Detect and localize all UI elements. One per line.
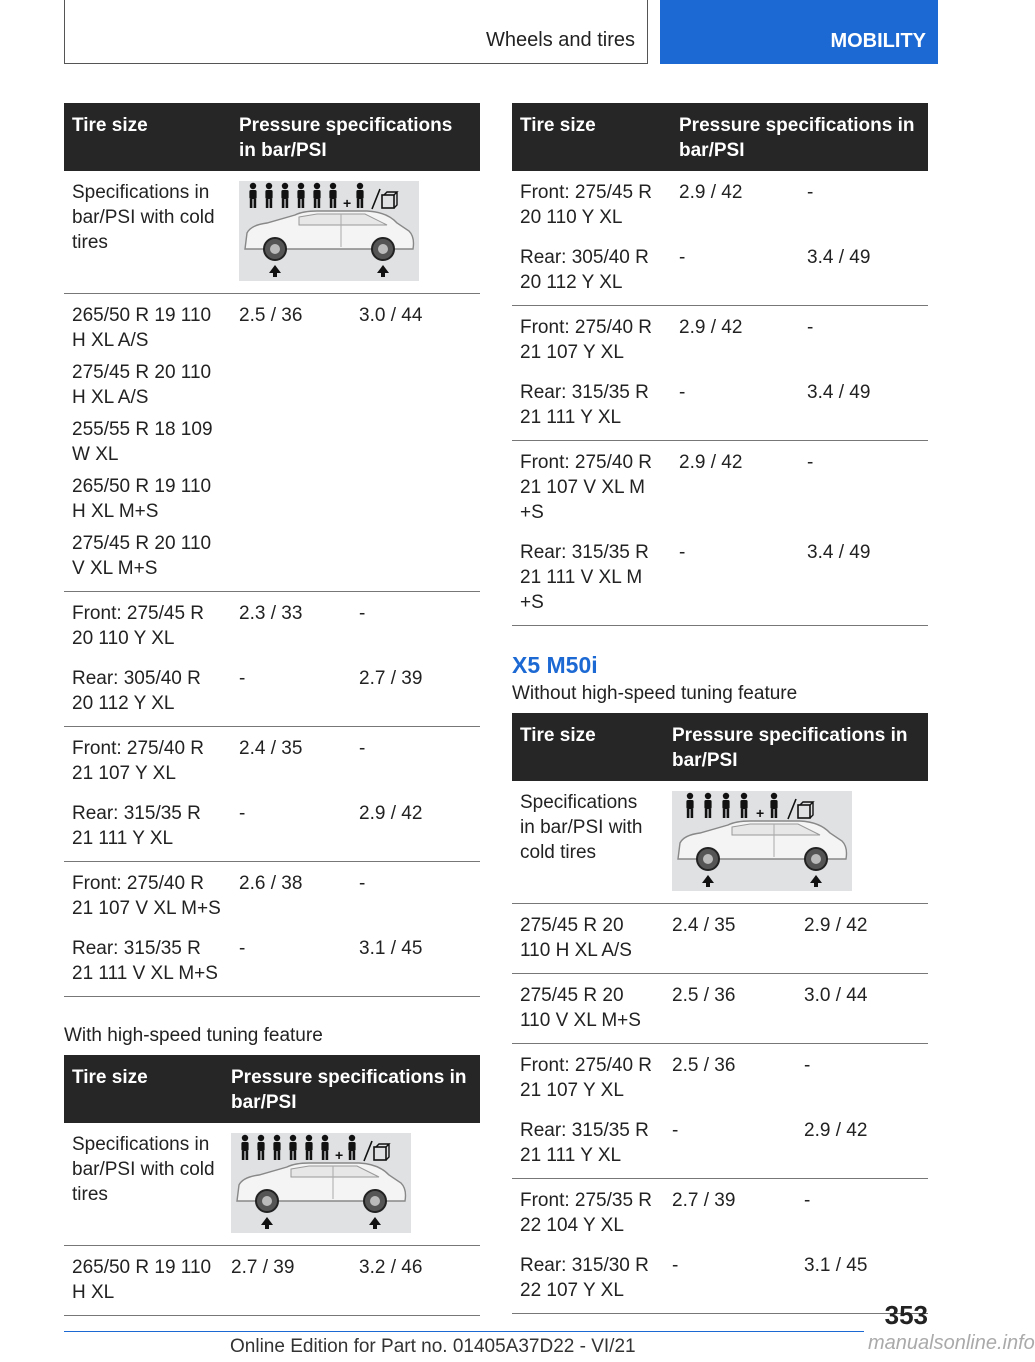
pressure-front: 2.5 / 36 <box>664 974 796 1044</box>
cold-tires-label: Specifications in bar/PSI with cold tires <box>64 1123 223 1246</box>
cold-tires-label: Specifications in bar/PSI with cold tires <box>512 781 664 904</box>
pressure-dash: - <box>671 369 799 441</box>
col-header-pressure: Pressure specifications in bar/PSI <box>671 103 928 171</box>
load-diagram-image <box>672 791 852 891</box>
pressure-rear: 3.0 / 44 <box>351 294 480 592</box>
tire-size-front: Front: 275/40 R 21 107 V XL M+S <box>72 873 221 919</box>
pressure-dash: - <box>231 790 351 862</box>
car-icon <box>245 211 414 277</box>
edition-note: Online Edition for Part no. 01405A37D22 - VI/21 <box>230 1336 636 1357</box>
svg-text:+: + <box>343 195 352 211</box>
pressure-front: 2.3 / 33 <box>239 603 303 624</box>
col-header-tire-size: Tire size <box>512 103 671 171</box>
pressure-front: 2.6 / 38 <box>239 873 303 894</box>
pressure-rear: 3.2 / 46 <box>351 1246 480 1316</box>
tire-size-rear: Rear: 315/35 R 21 111 V XL M+S <box>64 925 231 997</box>
car-icon <box>678 821 847 887</box>
pressure-rear: 2.7 / 39 <box>351 655 480 727</box>
svg-text:+: + <box>756 805 765 821</box>
tire-size: 265/50 R 19 110 H XL <box>64 1246 223 1316</box>
person-icon <box>686 793 747 818</box>
chapter-tab[interactable]: MOBILITY <box>660 0 938 64</box>
pressure-dash: - <box>804 1190 811 1211</box>
pressure-table-m50i <box>512 713 928 1314</box>
tire-size-rear: Rear: 315/35 R 21 111 Y XL <box>512 369 671 441</box>
pressure-front: 2.5 / 36 <box>672 1055 736 1076</box>
pressure-dash: - <box>359 873 366 894</box>
model-subheading: Without high-speed tuning feature <box>512 683 798 704</box>
pressure-dash: - <box>807 452 814 473</box>
section-title: Wheels and tires <box>486 29 635 51</box>
pressure-front: 2.4 / 35 <box>664 904 796 974</box>
pressure-rear: 3.4 / 49 <box>799 369 928 441</box>
col-header-tire-size: Tire size <box>64 1055 223 1123</box>
cold-tires-label: Specifications in bar/PSI with cold tires <box>64 171 231 294</box>
model-heading: X5 M50i <box>512 652 598 678</box>
left-column <box>64 103 480 1316</box>
pressure-front: 2.7 / 39 <box>672 1190 736 1211</box>
pressure-front: 2.4 / 35 <box>239 738 303 759</box>
pressure-dash: - <box>231 655 351 727</box>
tire-size-rear: Rear: 315/30 R 22 107 Y XL <box>512 1242 664 1314</box>
pressure-dash: - <box>664 1107 796 1179</box>
pressure-rear: 2.9 / 42 <box>351 790 480 862</box>
tire-size-rear: Rear: 305/40 R 20 112 Y XL <box>64 655 231 727</box>
tire-size-front: Front: 275/40 R 21 107 Y XL <box>520 1055 653 1101</box>
pressure-dash: - <box>807 317 814 338</box>
tire-size-rear: Rear: 315/35 R 21 111 Y XL <box>512 1107 664 1179</box>
col-header-pressure: Pressure specifications in bar/PSI <box>231 103 480 171</box>
tire-size-front: Front: 275/35 R 22 104 Y XL <box>520 1190 653 1236</box>
tire-size-front: Front: 275/45 R 20 110 Y XL <box>520 182 653 228</box>
pressure-rear: 3.1 / 45 <box>796 1242 928 1314</box>
pressure-rear: 3.1 / 45 <box>351 925 480 997</box>
page-number: 353 <box>884 1300 928 1330</box>
person-icon <box>241 1135 328 1160</box>
pressure-dash: - <box>664 1242 796 1314</box>
tire-size-front: Front: 275/40 R 21 107 Y XL <box>72 738 205 784</box>
person-icon <box>249 183 336 208</box>
pressure-dash: - <box>359 603 366 624</box>
car-icon <box>237 1163 406 1229</box>
tire-size-rear: Rear: 305/40 R 20 112 Y XL <box>512 234 671 306</box>
tire-size-list: 265/50 R 19 110 H XL A/S 275/45 R 20 110 H XL A/S 255/55 R 18 109 W XL 265/50 R 19 110 H XL M+S 275/45 R 20 110 V XL M+S <box>64 294 231 592</box>
tire-size: 275/45 R 20 110 H XL A/S <box>512 904 664 974</box>
pressure-front: 2.5 / 36 <box>231 294 351 592</box>
pressure-rear: 3.0 / 44 <box>796 974 928 1044</box>
col-header-pressure: Pressure specifications in bar/PSI <box>664 713 928 781</box>
pressure-dash: - <box>807 182 814 203</box>
tire-size: 275/45 R 20 110 V XL M+S <box>512 974 664 1044</box>
tire-size-front: Front: 275/40 R 21 107 Y XL <box>520 317 653 363</box>
pressure-front: 2.7 / 39 <box>223 1246 351 1316</box>
pressure-table-high-speed <box>64 1055 480 1316</box>
col-header-tire-size: Tire size <box>512 713 664 781</box>
right-column <box>512 103 928 1314</box>
pressure-table-standard <box>64 103 480 997</box>
pressure-dash: - <box>671 529 799 626</box>
tire-size-rear: Rear: 315/35 R 21 111 Y XL <box>64 790 231 862</box>
pressure-front: 2.9 / 42 <box>679 452 743 473</box>
pressure-dash: - <box>359 738 366 759</box>
pressure-table-high-speed-cont <box>512 103 928 626</box>
section-subheading: With high-speed tuning feature <box>64 1025 323 1046</box>
footer-divider <box>64 1331 864 1332</box>
pressure-dash: - <box>804 1055 811 1076</box>
pressure-dash: - <box>231 925 351 997</box>
pressure-rear: 3.4 / 49 <box>799 529 928 626</box>
watermark-brand: manualsonline.info <box>868 1332 1035 1354</box>
pressure-front: 2.9 / 42 <box>679 317 743 338</box>
pressure-rear: 2.9 / 42 <box>796 1107 928 1179</box>
col-header-tire-size: Tire size <box>64 103 231 171</box>
tire-size-rear: Rear: 315/35 R 21 111 V XL M +S <box>512 529 671 626</box>
pressure-rear: 3.4 / 49 <box>799 234 928 306</box>
pressure-rear: 2.9 / 42 <box>796 904 928 974</box>
pressure-front: 2.9 / 42 <box>679 182 743 203</box>
tire-size-front: Front: 275/45 R 20 110 Y XL <box>72 603 205 649</box>
tire-size-front: Front: 275/40 R 21 107 V XL M +S <box>520 452 653 523</box>
load-diagram-image <box>239 181 419 281</box>
load-diagram-image <box>231 1133 411 1233</box>
col-header-pressure: Pressure specifications in bar/PSI <box>223 1055 480 1123</box>
svg-text:+: + <box>335 1147 344 1163</box>
pressure-dash: - <box>671 234 799 306</box>
